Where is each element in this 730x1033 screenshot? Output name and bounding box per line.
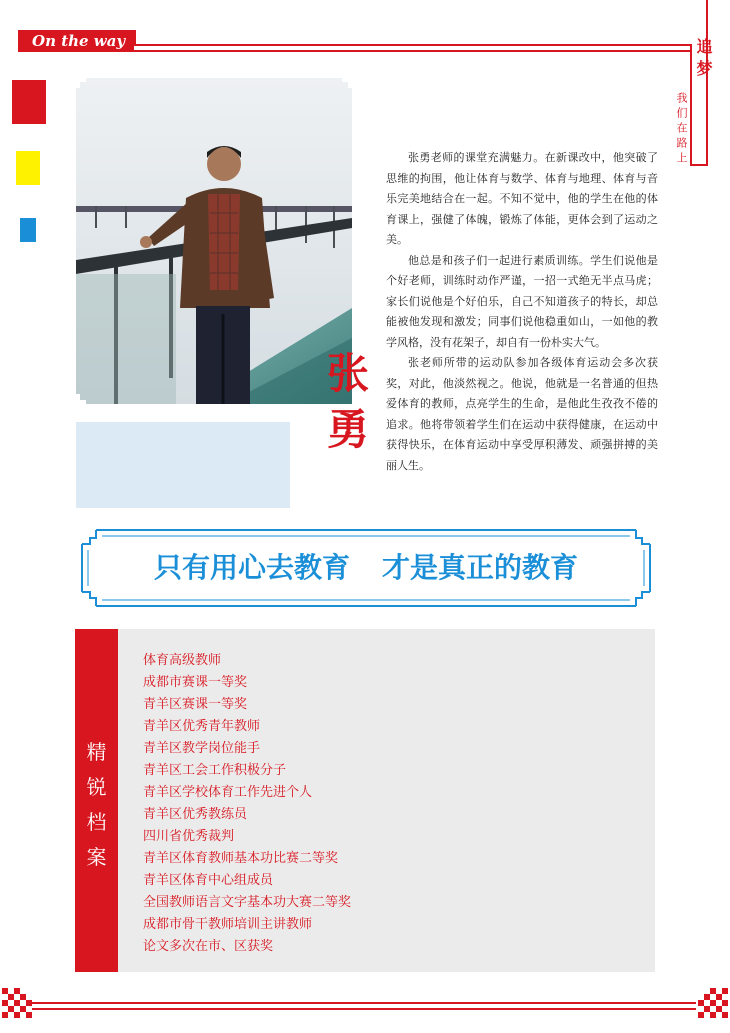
decor-block-red xyxy=(12,80,46,124)
footer-rule-bottom xyxy=(32,1008,696,1010)
archive-item: 青羊区教学岗位能手 xyxy=(143,741,261,756)
footer-checker-left xyxy=(2,988,32,1018)
teacher-photo xyxy=(76,78,352,404)
archive-item: 青羊区赛课一等奖 xyxy=(143,697,248,712)
archive-item: 四川省优秀裁判 xyxy=(143,829,235,844)
archive-title-char: 案 xyxy=(86,845,107,869)
archive-item: 体育高级教师 xyxy=(143,653,222,668)
footer-checker-right xyxy=(698,988,728,1018)
slogan-part-1: 只有用心去教育 xyxy=(153,551,350,584)
vertical-rule-cap xyxy=(690,164,708,166)
bio-text xyxy=(386,148,658,476)
name-char-2: 勇 xyxy=(326,405,369,454)
header-tag: On the way xyxy=(18,30,134,52)
decor-block-blue xyxy=(20,218,36,242)
slogan-part-2: 才是真正的教育 xyxy=(382,551,579,584)
vertical-rule-outer xyxy=(706,0,708,165)
footer-rule-top xyxy=(32,1002,696,1004)
archive-item: 论文多次在市、区获奖 xyxy=(143,939,274,954)
header-bracket xyxy=(134,30,136,45)
header-rule-top xyxy=(134,44,690,46)
archive-item: 青羊区优秀教练员 xyxy=(143,807,248,822)
archive-item: 青羊区优秀青年教师 xyxy=(143,719,261,734)
archive-item: 青羊区工会工作积极分子 xyxy=(143,763,287,778)
header-rule-bottom xyxy=(18,50,690,52)
bio-paragraph: 张老师所带的运动队参加各级体育运动会多次获奖，对此，他淡然视之。他说，他就是一名普通的但热爱体育的教师，点亮学生的生命，是他此生孜孜不倦的追求。他将带领着学生们在运动中获得健康，在运动中获得快乐，在体育运动中享受厚积薄发、顽强拼搏的美丽人生。 xyxy=(386,356,658,472)
archive-item: 青羊区体育中心组成员 xyxy=(143,873,274,888)
light-blue-panel xyxy=(76,422,290,508)
decor-block-yellow xyxy=(16,151,40,185)
archive-title xyxy=(75,735,118,875)
archive-item: 全国教师语言文字基本功大赛二等奖 xyxy=(143,895,352,910)
archive-title-char: 精 xyxy=(86,740,107,764)
bio-paragraph: 张勇老师的课堂充满魅力。在新课改中，他突破了思维的拘围，他让体育与数学、体育与地理、体育与音乐完美地结合在一起。不知不觉中，他的学生在他的体育课上，强健了体魄，锻炼了体能，更体会到了运动之美。 xyxy=(386,151,658,246)
archive-item: 青羊区体育教师基本功比赛二等奖 xyxy=(143,851,339,866)
teacher-name xyxy=(318,346,378,458)
archive-item: 成都市骨干教师培训主讲教师 xyxy=(143,917,313,932)
name-char-1: 张 xyxy=(326,349,369,398)
archive-list xyxy=(143,650,351,958)
archive-item: 成都市赛课一等奖 xyxy=(143,675,248,690)
vertical-subtitle: 我们在路上 xyxy=(675,92,688,167)
archive-item: 青羊区学校体育工作先进个人 xyxy=(143,785,313,800)
archive-title-char: 档 xyxy=(86,810,107,834)
vertical-title: 追梦 xyxy=(694,38,713,82)
archive-title-char: 锐 xyxy=(86,775,107,799)
bio-paragraph: 他总是和孩子们一起进行素质训练。学生们说他是个好老师，训练时动作严谨，一招一式绝无半点马虎；家长们说他是个好伯乐，自己不知道孩子的特长，却总能被他发现和激发；同事们说他稳重如山，一如他的教学风格，没有花架子，却自有一份朴实大气。 xyxy=(386,253,658,349)
slogan-text xyxy=(80,544,652,592)
